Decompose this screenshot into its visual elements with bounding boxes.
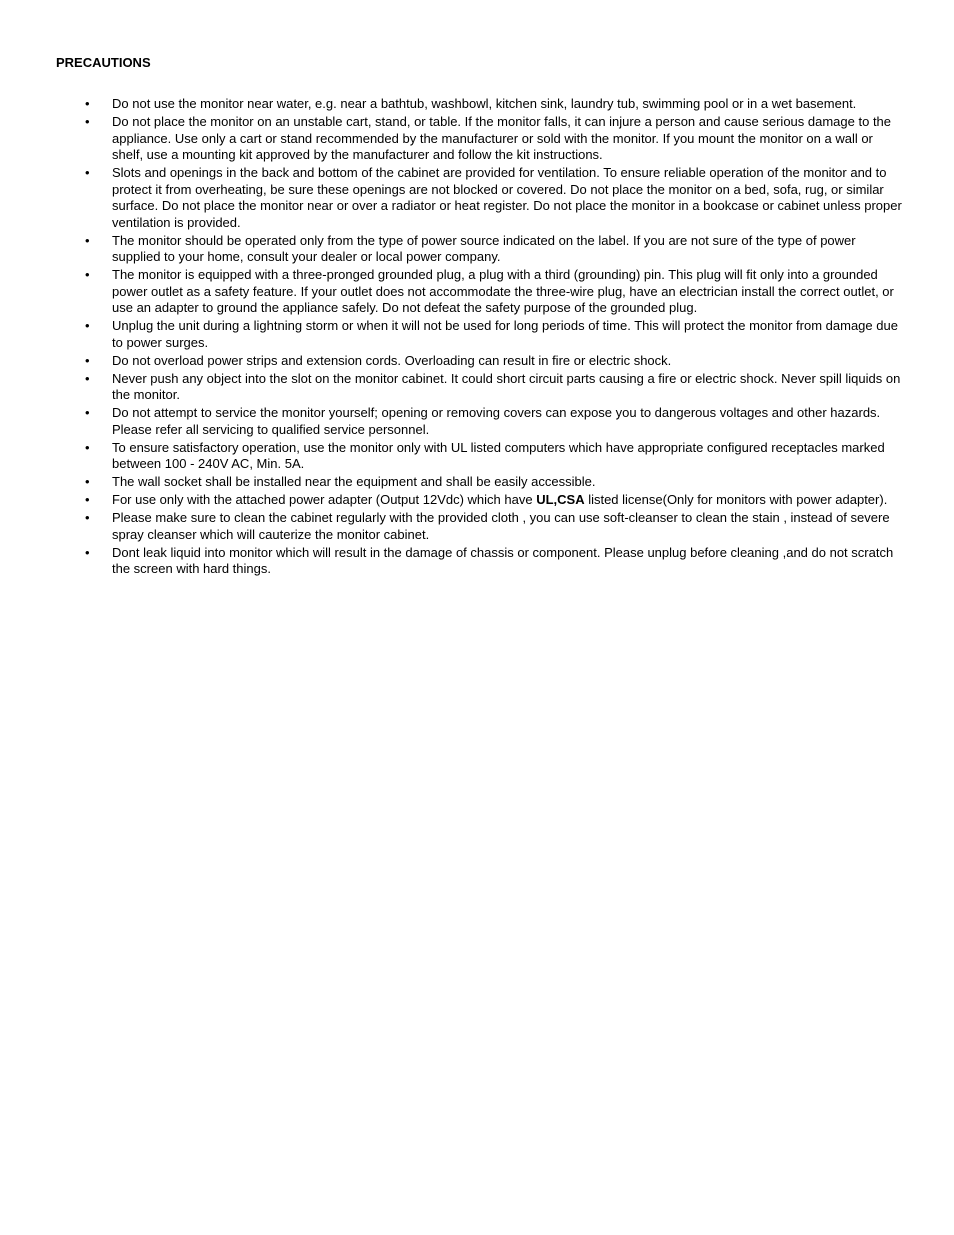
list-item bbox=[56, 371, 902, 404]
bullet-icon: • bbox=[85, 439, 90, 455]
list-item-text: The wall socket shall be installed near the equipment and shall be easily accessible. bbox=[112, 474, 596, 489]
list-item bbox=[56, 440, 902, 473]
list-item-text: Do not overload power strips and extension cords. Overloading can result in fire or electric shock. bbox=[112, 352, 672, 368]
bullet-icon: • bbox=[85, 370, 90, 386]
list-item-text: The monitor should be operated only from the type of power source indicated on the label. If you are not sure of the type of power supplied to your home, consult your dealer or local power company. bbox=[112, 232, 856, 264]
list-item bbox=[56, 474, 902, 491]
list-item bbox=[56, 267, 902, 317]
list-item bbox=[56, 233, 902, 266]
list-item bbox=[56, 510, 902, 543]
list-item bbox=[56, 353, 902, 370]
list-item bbox=[56, 405, 902, 438]
list-item-text: To ensure satisfactory operation, use the monitor only with UL listed computers which have appropriate configured receptacles marked between 100 - 240V AC, Min. 5A. bbox=[112, 439, 885, 471]
list-item bbox=[56, 318, 902, 351]
bullet-icon: • bbox=[85, 114, 90, 129]
bullet-icon: • bbox=[85, 352, 90, 368]
bullet-icon: • bbox=[85, 96, 90, 111]
bullet-icon: • bbox=[85, 474, 90, 489]
list-item-text: Do not use the monitor near water, e.g. near a bathtub, washbowl, kitchen sink, laundry tub, swimming pool or in a wet basement. bbox=[112, 96, 857, 111]
list-item-text: Slots and openings in the back and bottom of the cabinet are provided for ventilation. To ensure reliable operation of the monitor and to protect it from overheating, be sure these openings are not blocked or covered. Do not place the monitor on a bed, sofa, rug, or similar surface. Do not place the monitor near or over a radiator or heat register. Do not place the monitor in a bookcase or cabinet unless proper ventilation is provided. bbox=[112, 165, 902, 230]
adapter-text-before: For use only with the attached power adapter (Output 12Vdc) which have bbox=[112, 492, 537, 507]
bullet-icon: • bbox=[85, 165, 90, 180]
list-item-text: Do not place the monitor on an unstable cart, stand, or table. If the monitor falls, it can injure a person and cause serious damage to the appliance. Use only a cart or stand recommended by the manufacturer or sold with the monitor. If you mount the monitor on a wall or shelf, use a mounting kit approved by the manufacturer and follow the kit instructions. bbox=[112, 114, 892, 162]
list-item-text: Unplug the unit during a lightning storm or when it will not be used for long periods of time. This will protect the monitor from damage due to power surges. bbox=[112, 318, 898, 350]
page-title: PRECAUTIONS bbox=[56, 55, 151, 70]
list-item bbox=[56, 96, 902, 113]
list-item-text: Dont leak liquid into monitor which will result in the damage of chassis or component. Please unplug before cleaning ,and do not scratch the screen with hard things. bbox=[112, 544, 894, 576]
bullet-icon: • bbox=[85, 492, 90, 507]
bullet-icon: • bbox=[85, 510, 90, 525]
bullet-icon: • bbox=[85, 544, 90, 560]
list-item bbox=[56, 114, 902, 164]
adapter-text-after: listed license(Only for monitors with power adapter). bbox=[584, 492, 888, 507]
list-item-text: Never push any object into the slot on the monitor cabinet. It could short circuit parts causing a fire or electric shock. Never spill liquids on the monitor. bbox=[112, 370, 901, 402]
bullet-icon: • bbox=[85, 318, 90, 333]
bullet-icon: • bbox=[85, 232, 90, 248]
certification-label: UL,CSA bbox=[536, 492, 585, 507]
list-item bbox=[56, 545, 902, 578]
list-item-text: Please make sure to clean the cabinet regularly with the provided cloth , you can use soft-cleanser to clean the stain , instead of severe spray cleanser which will cauterize the monitor cabinet. bbox=[112, 510, 890, 542]
list-item-text: Do not attempt to service the monitor yourself; opening or removing covers can expose you to dangerous voltages and other hazards. Please refer all servicing to qualified service personnel. bbox=[112, 405, 881, 437]
bullet-icon: • bbox=[85, 267, 90, 282]
bullet-icon: • bbox=[85, 405, 90, 420]
list-item bbox=[56, 492, 902, 509]
precautions-list bbox=[56, 96, 906, 578]
list-item-text: The monitor is equipped with a three-pronged grounded plug, a plug with a third (grounding) pin. This plug will fit only into a grounded power outlet as a safety feature. If your outlet does not accommodate the three-wire plug, have an electrician install the correct outlet, or use an adapter to ground the appliance safely. Do not defeat the safety purpose of the grounded plug. bbox=[112, 267, 894, 315]
list-item bbox=[56, 165, 902, 231]
